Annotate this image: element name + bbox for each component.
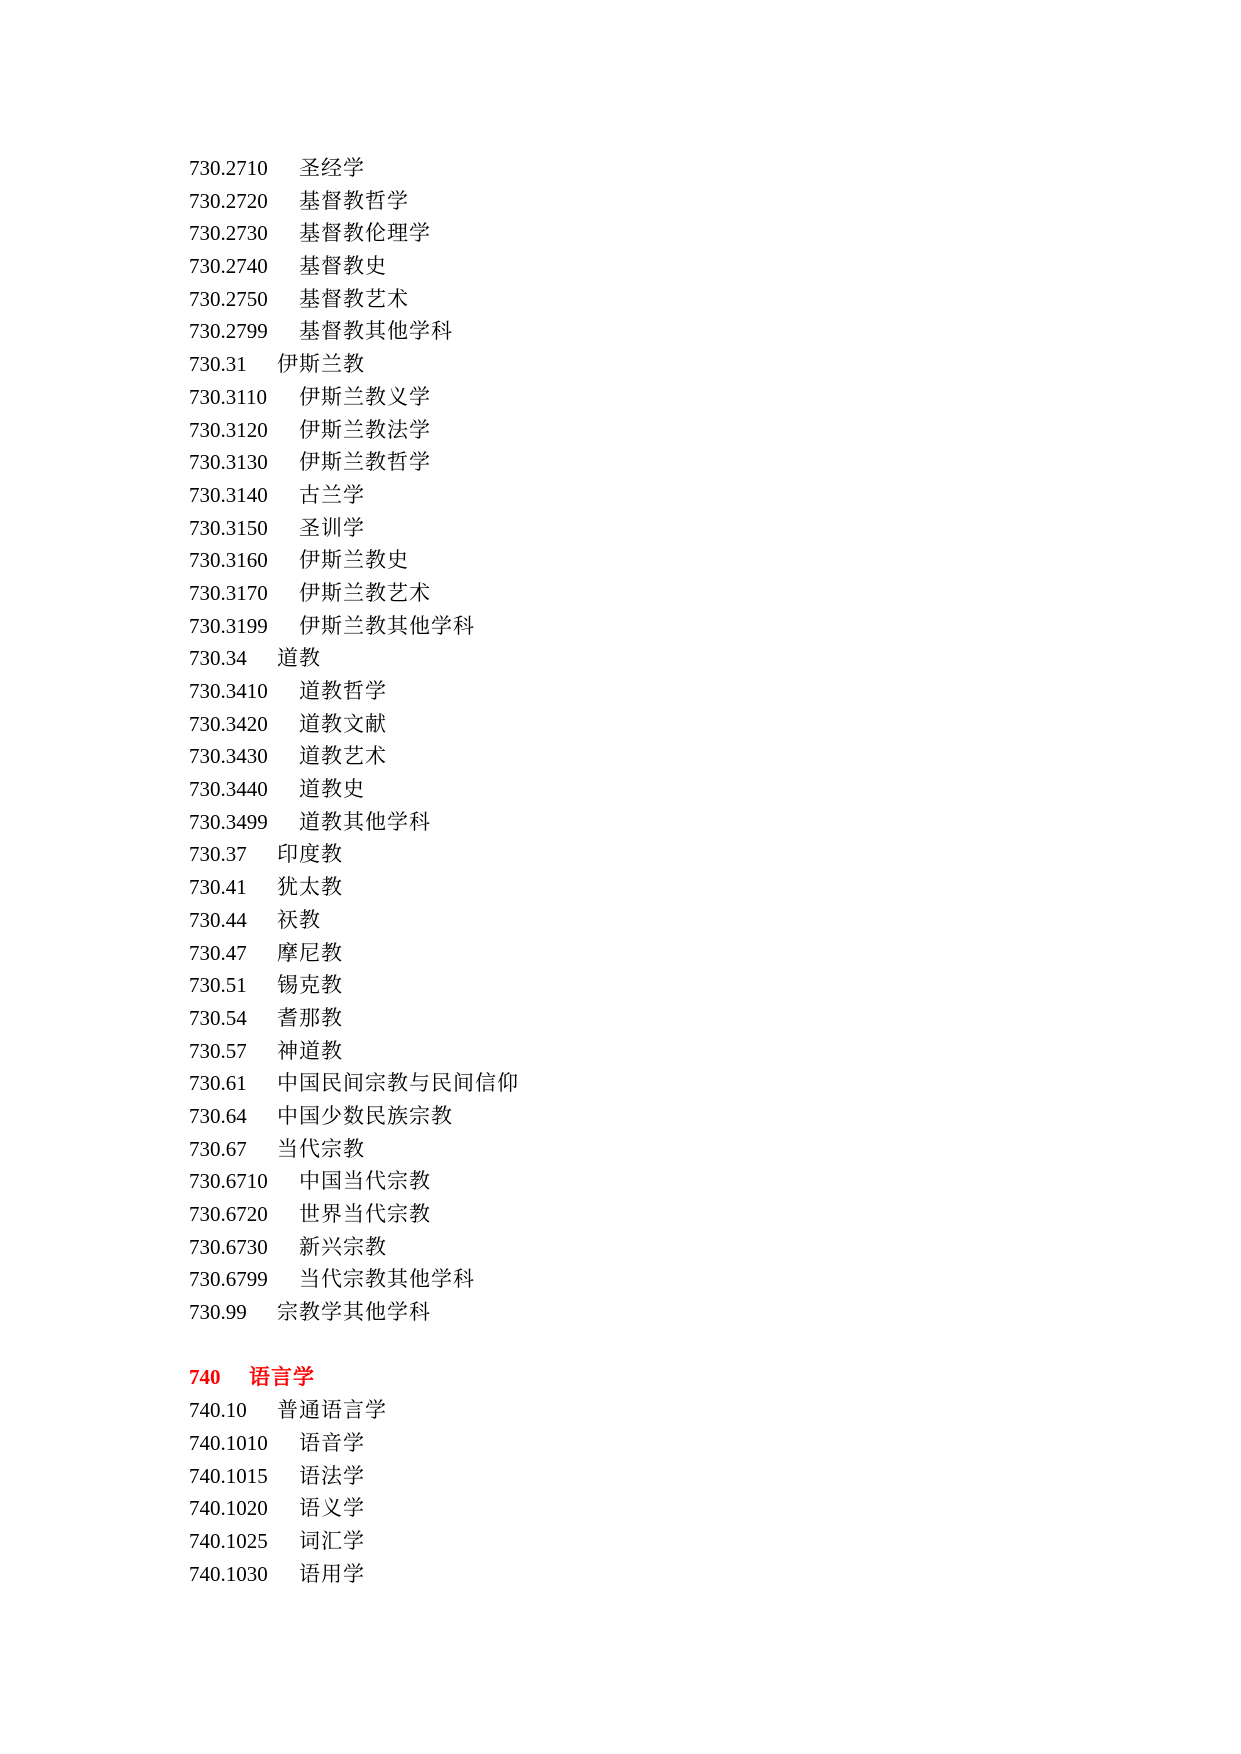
entry-code: 730.2799 <box>189 319 268 344</box>
classification-entry <box>189 1165 1089 1198</box>
classification-entry <box>189 871 1089 904</box>
entry-code: 730.3410 <box>189 679 268 703</box>
entry-code: 730.3170 <box>189 580 268 605</box>
entry-code: 730.2710 <box>189 156 268 180</box>
entry-name: 伊斯兰教 <box>277 352 365 377</box>
classification-entry <box>189 806 1089 839</box>
entry-code: 730.6720 <box>189 1202 268 1226</box>
entry-code: 730.51 <box>189 973 247 998</box>
classification-entry <box>189 838 1089 871</box>
entry-name: 道教史 <box>299 777 365 802</box>
entry-code: 730.3430 <box>189 744 268 769</box>
entry-code: 730.6730 <box>189 1234 268 1259</box>
classification-entry <box>189 969 1089 1002</box>
entry-name: 世界当代宗教 <box>299 1202 431 1226</box>
entry-code: 730.3150 <box>189 515 268 540</box>
classification-entry <box>189 1460 1089 1493</box>
entry-name: 伊斯兰教哲学 <box>299 450 431 475</box>
entry-name: 祆教 <box>277 907 321 932</box>
entry-name: 当代宗教 <box>277 1136 365 1161</box>
entry-list-740 <box>189 1394 1089 1590</box>
entry-name: 伊斯兰教义学 <box>299 384 431 409</box>
entry-name: 语音学 <box>299 1430 365 1455</box>
entry-name: 普通语言学 <box>277 1398 387 1423</box>
classification-entry <box>189 381 1089 414</box>
classification-entry <box>189 217 1089 250</box>
classification-entry <box>189 544 1089 577</box>
entry-code: 730.54 <box>189 1005 247 1030</box>
classification-entry <box>189 315 1089 348</box>
entry-name: 语法学 <box>299 1463 365 1488</box>
classification-entry <box>189 1035 1089 1068</box>
classification-entry <box>189 1231 1089 1264</box>
entry-name: 词汇学 <box>299 1528 365 1553</box>
entry-name: 伊斯兰教法学 <box>299 417 431 442</box>
classification-entry <box>189 414 1089 447</box>
entry-code: 730.3499 <box>189 809 268 834</box>
entry-name: 语义学 <box>299 1496 365 1521</box>
entry-name: 圣训学 <box>299 515 365 540</box>
classification-entry <box>189 1002 1089 1035</box>
classification-entry <box>189 937 1089 970</box>
entry-name: 犹太教 <box>277 875 343 900</box>
classification-entry <box>189 512 1089 545</box>
classification-entry <box>189 708 1089 741</box>
classification-entry <box>189 1133 1089 1166</box>
classification-entry <box>189 1296 1089 1329</box>
classification-entry <box>189 1263 1089 1296</box>
entry-code: 730.99 <box>189 1300 247 1325</box>
entry-code: 730.34 <box>189 646 247 671</box>
entry-code: 730.6799 <box>189 1267 268 1292</box>
entry-name: 道教其他学科 <box>299 809 431 834</box>
entry-name: 伊斯兰教艺术 <box>299 580 431 605</box>
classification-entry <box>189 446 1089 479</box>
entry-name: 当代宗教其他学科 <box>299 1267 475 1292</box>
entry-code: 730.3440 <box>189 777 268 802</box>
entry-name: 中国少数民族宗教 <box>277 1103 453 1128</box>
classification-entry <box>189 1525 1089 1558</box>
classification-entry <box>189 577 1089 610</box>
entry-code: 730.2730 <box>189 221 268 246</box>
entry-name: 中国当代宗教 <box>299 1169 431 1194</box>
entry-name: 基督教伦理学 <box>299 221 431 246</box>
entry-name: 语用学 <box>299 1561 365 1586</box>
entry-code: 730.41 <box>189 875 247 900</box>
entry-code: 740.1020 <box>189 1496 268 1521</box>
section-code: 740 <box>189 1365 221 1390</box>
classification-entry <box>189 185 1089 218</box>
entry-name: 圣经学 <box>299 156 365 180</box>
entry-name: 道教文献 <box>299 711 387 736</box>
entry-name: 新兴宗教 <box>299 1234 387 1259</box>
entry-name: 伊斯兰教其他学科 <box>299 613 475 638</box>
entry-code: 730.57 <box>189 1038 247 1063</box>
entry-code: 730.61 <box>189 1071 247 1096</box>
entry-code: 740.10 <box>189 1398 247 1423</box>
entry-name: 道教 <box>277 646 321 671</box>
classification-entry <box>189 283 1089 316</box>
classification-entry <box>189 250 1089 283</box>
classification-entry <box>189 904 1089 937</box>
entry-code: 730.3140 <box>189 482 268 507</box>
entry-code: 730.37 <box>189 842 247 867</box>
classification-entry <box>189 1198 1089 1231</box>
entry-code: 730.3160 <box>189 548 268 573</box>
entry-code: 730.2750 <box>189 286 268 311</box>
entry-name: 道教艺术 <box>299 744 387 769</box>
classification-entry <box>189 1492 1089 1525</box>
entry-name: 基督教哲学 <box>299 188 409 213</box>
entry-code: 730.6710 <box>189 1169 268 1194</box>
entry-code: 730.2740 <box>189 254 268 279</box>
entry-name: 古兰学 <box>299 482 365 507</box>
classification-entry <box>189 348 1089 381</box>
entry-code: 730.64 <box>189 1103 247 1128</box>
entry-name: 耆那教 <box>277 1005 343 1030</box>
entry-code: 730.3420 <box>189 711 268 736</box>
entry-name: 伊斯兰教史 <box>299 548 409 573</box>
entry-name: 宗教学其他学科 <box>277 1300 431 1325</box>
entry-code: 740.1015 <box>189 1463 268 1488</box>
classification-entry <box>189 740 1089 773</box>
entry-code: 740.1010 <box>189 1430 268 1455</box>
classification-entry <box>189 1427 1089 1460</box>
classification-entry <box>189 642 1089 675</box>
entry-code: 730.31 <box>189 352 247 377</box>
section-name: 语言学 <box>249 1365 315 1390</box>
section-heading-740 <box>189 1361 1089 1394</box>
section-gap <box>189 1329 1089 1362</box>
classification-entry <box>189 610 1089 643</box>
entry-list-730 <box>189 152 1089 1329</box>
entry-name: 印度教 <box>277 842 343 867</box>
entry-code: 740.1030 <box>189 1561 268 1586</box>
entry-code: 730.3130 <box>189 450 268 475</box>
entry-code: 740.1025 <box>189 1528 268 1553</box>
entry-code: 730.44 <box>189 907 247 932</box>
entry-name: 道教哲学 <box>299 679 387 703</box>
entry-name: 神道教 <box>277 1038 343 1063</box>
entry-name: 基督教其他学科 <box>299 319 453 344</box>
classification-entry <box>189 1558 1089 1591</box>
classification-document <box>189 152 1089 1590</box>
entry-code: 730.3120 <box>189 417 268 442</box>
entry-name: 摩尼教 <box>277 940 343 965</box>
entry-code: 730.2720 <box>189 188 268 213</box>
entry-code: 730.47 <box>189 940 247 965</box>
entry-name: 基督教艺术 <box>299 286 409 311</box>
entry-name: 锡克教 <box>277 973 343 998</box>
entry-code: 730.3110 <box>189 384 267 409</box>
classification-entry <box>189 773 1089 806</box>
entry-code: 730.67 <box>189 1136 247 1161</box>
classification-entry <box>189 1100 1089 1133</box>
entry-name: 基督教史 <box>299 254 387 279</box>
entry-name: 中国民间宗教与民间信仰 <box>277 1071 519 1096</box>
classification-entry <box>189 1394 1089 1427</box>
classification-entry <box>189 152 1089 185</box>
entry-code: 730.3199 <box>189 613 268 638</box>
classification-entry <box>189 675 1089 708</box>
classification-entry <box>189 479 1089 512</box>
classification-entry <box>189 1067 1089 1100</box>
